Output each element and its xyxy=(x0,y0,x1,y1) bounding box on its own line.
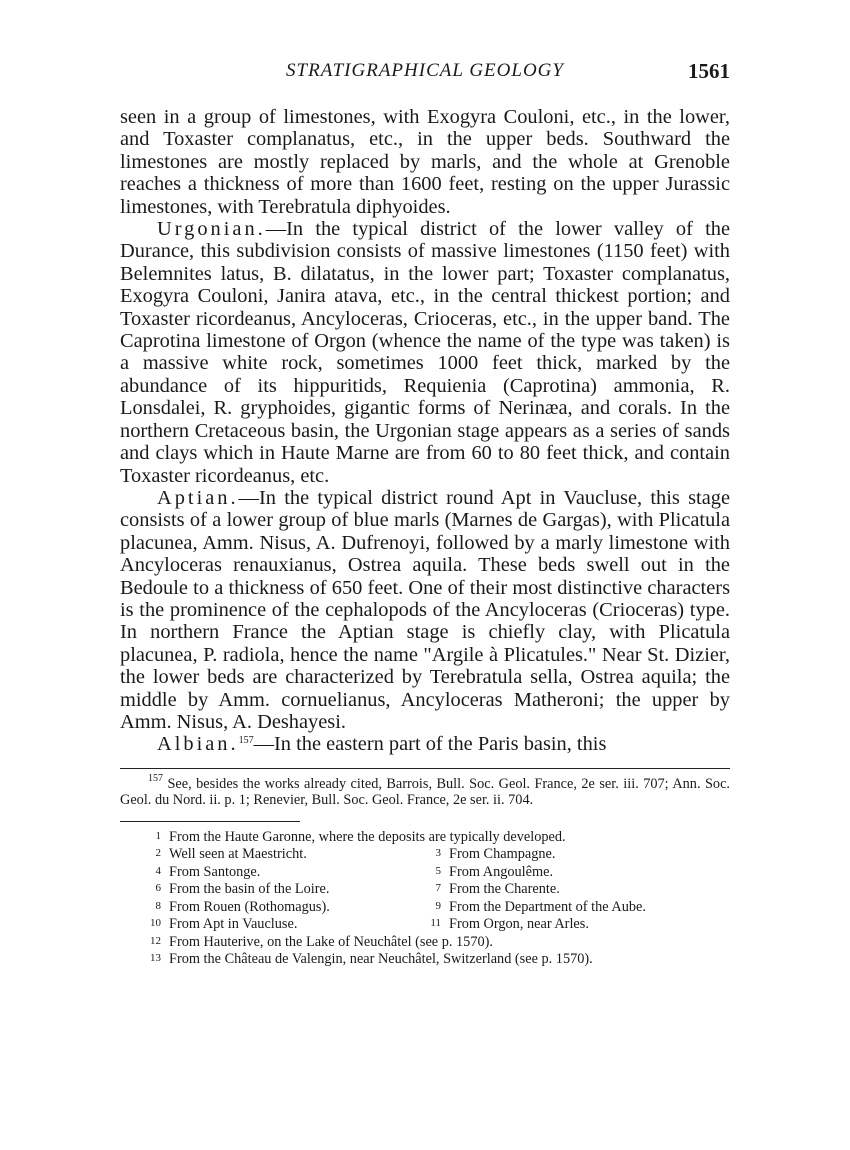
paragraph-text: —In the typical district of the lower valley of the Durance, this subdivision consists of massive limestones (1150 feet) with Belemnites latus, B. dilatatus, in the lower part; Toxaster complanatus, Exogyra Couloni, Janira atava, etc., in the central thickest portion; and Toxaster ricordeanus, Ancyloceras, Crioceras, etc., in the upper band. The Caprotina limestone of Orgon (whence the name of the type was taken) is a massive white rock, sometimes 1000 feet thick, marked by the abundance of its hippuritids, Requienia (Caprotina) ammonia, R. Lonsdalei, R. gryphoides, gigantic forms of Nerinæa, and corals. In the northern Cretaceous basin, the Urgonian stage appears as a series of sands and clays which in Haute Marne are from 60 to 80 feet thick, and contain Toxaster ricordeanus, etc. xyxy=(120,218,730,487)
footnote-ref-157: 157 xyxy=(238,735,254,747)
note-4: 4 From Santonge. xyxy=(155,863,261,880)
note-3: 3 From Champagne. xyxy=(435,846,556,863)
section-head-albian: Albian. xyxy=(157,733,239,756)
paragraph-urgonian xyxy=(120,218,730,487)
note-row xyxy=(145,950,730,968)
note-6: 6 From the basin of the Loire. xyxy=(155,881,330,898)
note-2: 2 Well seen at Maestricht. xyxy=(155,846,307,863)
note-13: 13 From the Château de Valengin, near Neuchâtel, Switzerland (see p. 1570). xyxy=(150,951,593,968)
note-row xyxy=(145,845,730,863)
paragraph-text: seen in a group of limestones, with Exogyra Couloni, etc., in the lower, and Toxaster complanatus, etc., in the upper beds. Southward the limestones are mostly replaced by marls, and the whole at Grenoble reaches a thickness of more than 1600 feet, resting on the upper Jurassic limestones, with Terebratula diphyoides. xyxy=(120,106,730,218)
page xyxy=(120,60,730,968)
note-7: 7 From the Charente. xyxy=(435,881,560,898)
note-12: 12 From Hauterive, on the Lake of Neuchâtel (see p. 1570). xyxy=(150,933,493,950)
paragraph-continuation xyxy=(120,106,730,218)
note-9: 9 From the Department of the Aube. xyxy=(435,898,646,915)
note-row xyxy=(145,828,730,846)
section-head-urgonian: Urgonian. xyxy=(157,218,266,241)
paragraph-text: —In the typical district round Apt in Vaucluse, this stage consists of a lower group of blue marls (Marnes de Gargas), with Plicatula placunea, Amm. Nisus, A. Dufrenoyi, followed by a marly limestone with Ancyloceras renauxianus, Ostrea aquila. These beds swell out in the Bedoule to a thickness of 650 feet. One of their most distinctive characters is the prominence of the cephalopods of the Ancyloceras (Crioceras) type. In northern France the Aptian stage is chiefly clay, with Plicatula placunea, P. radiola, hence the name "Argile à Plicatules." Near St. Dizier, the lower beds are characterized by Terebratula sella, Ostrea aquila; the middle by Amm. cornuelianus, Ancyloceras Matheroni; the upper by Amm. Nisus, A. Deshayesi. xyxy=(120,486,730,733)
note-1: 1 From the Haute Garonne, where the deposits are typically developed. xyxy=(155,828,566,845)
note-row xyxy=(145,933,730,951)
paragraph-aptian xyxy=(120,487,730,733)
note-row xyxy=(145,880,730,898)
note-row xyxy=(145,863,730,881)
section-head-aptian: Aptian. xyxy=(157,486,239,509)
footnote-157 xyxy=(120,768,730,809)
paragraph-text: —In the eastern part of the Paris basin, this xyxy=(253,733,607,756)
note-row xyxy=(145,915,730,933)
running-title: STRATIGRAPHICAL GEOLOGY xyxy=(286,60,564,81)
footnote-number: 157 xyxy=(148,772,163,784)
footnote-text: See, besides the works already cited, Barrois, Bull. Soc. Geol. France, 2e ser. iii. 707; Ann. Soc. Geol. du Nord. ii. p. 1; Renevier, Bull. Soc. Geol. France, 2e ser. ii. 704. xyxy=(120,775,730,809)
note-row xyxy=(145,898,730,916)
note-5: 5 From Angoulême. xyxy=(435,863,554,880)
main-text xyxy=(120,106,730,756)
note-10: 10 From Apt in Vaucluse. xyxy=(150,916,298,933)
footnote-divider xyxy=(120,821,300,822)
name-origin-notes xyxy=(145,828,730,968)
note-11: 11 From Orgon, near Arles. xyxy=(430,916,589,933)
note-8: 8 From Rouen (Rothomagus). xyxy=(155,898,330,915)
page-number: 1561 xyxy=(688,59,730,83)
paragraph-albian xyxy=(120,733,730,755)
page-header xyxy=(120,60,730,90)
